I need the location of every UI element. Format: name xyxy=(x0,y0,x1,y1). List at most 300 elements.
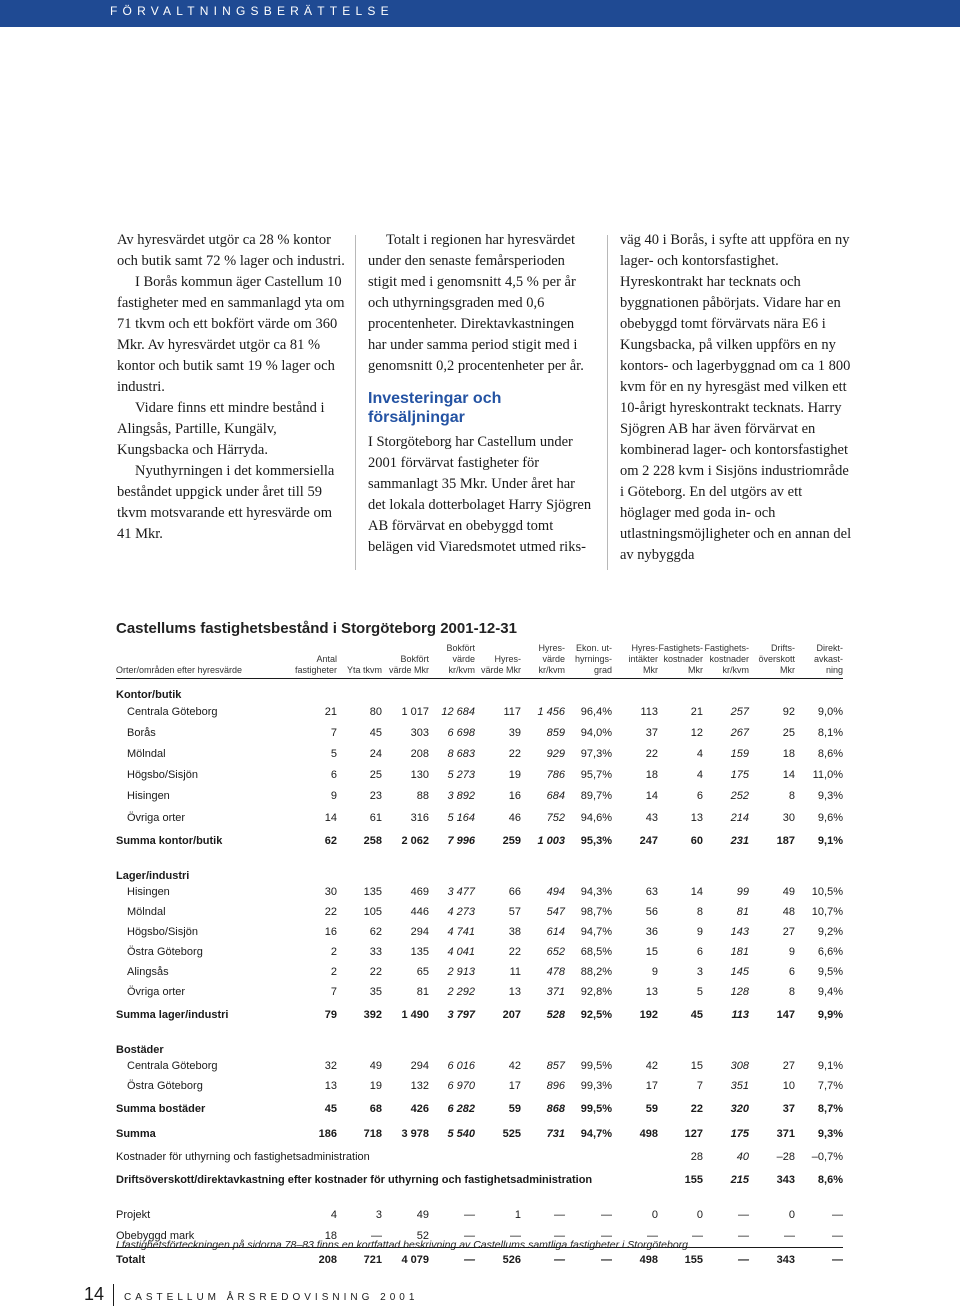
table-cell: 718 xyxy=(363,1127,382,1140)
paragraph: I Storgöteborg har Castellum under 2001 förvärvat fastigheter för sammanlagt 35 Mkr. Under året har det lokala dotterbolaget Harry Sjögren AB förvärvat en obebyggd tomt belägen vid Viaredsmotet utmed riks- xyxy=(368,434,592,555)
table-cell: 45 xyxy=(324,1102,337,1115)
table-cell: — xyxy=(554,1208,565,1221)
table-cell: 498 xyxy=(639,1127,658,1140)
table-cell: 4 xyxy=(330,1208,337,1221)
row-label: Alingsås xyxy=(127,966,169,979)
table-cell: 22 xyxy=(324,906,337,919)
column-header: Hyres- värde Mkr xyxy=(475,643,521,679)
table-cell: 9,3% xyxy=(817,790,843,803)
table-cell: 303 xyxy=(410,726,429,739)
table-cell: 18 xyxy=(275,1226,337,1248)
table-cell: 721 xyxy=(363,1254,382,1267)
table-row xyxy=(116,1204,843,1225)
table-cell: 259 xyxy=(502,834,521,847)
table-cell: 208 xyxy=(318,1254,337,1267)
table-cell: — xyxy=(337,1226,382,1248)
row-label: Östra Göteborg xyxy=(127,1080,203,1093)
table-cell: 4 xyxy=(696,747,703,760)
paragraph: Nyuthyrningen i det kommersiella beståndet uppgick under året till 59 tkvm motsvarande ett hyresvärde om 41 Mkr. xyxy=(117,463,335,542)
table-cell: 929 xyxy=(546,747,565,760)
paragraph: Totalt i regionen har hyresvärdet under den senaste femårsperioden stigit med i genomsnitt 4,5 % per år och uthyrningsgraden med 0,6 procentenheter. Direktavkastningen har under samma period stigit med i genomsnitt 0,2 procentenheter per år. xyxy=(368,232,584,374)
table-cell: 132 xyxy=(410,1080,429,1093)
paragraph: väg 40 i Borås, i syfte att uppföra en ny lager- och kontorsfastighet. Hyreskontrakt har tecknats och byggnationen påbörjats. Vidare har en obebyggd tomt förvärvats nära E6 i Kungsbacka, på vilken uppförs en ny kontors- och lagerbyggnad om ca 1 800 kvm för en ny hyresgäst med vilken ett 10-årigt hyreskontrakt tecknats. Harry Sjögren AB har även förvärvat en kombinerad lager- och kontorsfastighet om 2 228 kvm i Sisjöns industriområde i Göteborg. En del utgörs av ett höglager med goda in- och utlastningsmöjligheter och en annan del av nybyggda xyxy=(620,232,852,563)
table-cell: 10 xyxy=(782,1080,795,1093)
table-cell: 59 xyxy=(645,1102,658,1115)
table-cell: 752 xyxy=(546,811,565,824)
table-cell: 88 xyxy=(416,790,429,803)
table-cell: 4 041 xyxy=(447,946,475,959)
table-cell: 868 xyxy=(546,1102,565,1115)
table-cell: 8 xyxy=(696,906,703,919)
table-cell: 92 xyxy=(782,705,795,718)
column-header: Bokfört värde Mkr xyxy=(382,643,429,679)
table-cell: 5 xyxy=(696,986,703,999)
table-cell: 11,0% xyxy=(812,769,843,782)
table-cell: 614 xyxy=(546,926,565,939)
table-cell: 525 xyxy=(502,1127,521,1140)
subtotal-row xyxy=(116,1002,843,1027)
table-cell: 52 xyxy=(382,1226,429,1248)
row-label: Summa kontor/butik xyxy=(116,834,223,847)
table-cell: 46 xyxy=(508,811,521,824)
column-header: Fastighets- kostnader kr/kvm xyxy=(703,643,749,679)
table-cell: — xyxy=(749,1226,795,1248)
table-row xyxy=(116,701,843,722)
table-cell: 62 xyxy=(324,834,337,847)
table-cell: — xyxy=(612,1226,658,1248)
column-header: Hyres- värde kr/kvm xyxy=(521,643,565,679)
table-cell: 351 xyxy=(730,1080,749,1093)
table-cell: 23 xyxy=(369,790,382,803)
table-cell: 215 xyxy=(730,1173,749,1186)
table-cell: 426 xyxy=(410,1102,429,1115)
row-label: Totalt xyxy=(116,1254,146,1267)
section-heading-row xyxy=(116,865,843,882)
table-cell: 12 684 xyxy=(441,705,475,718)
table-row xyxy=(116,807,843,828)
table-cell: 1 456 xyxy=(537,705,565,718)
table-cell: 22 xyxy=(645,747,658,760)
footer-divider xyxy=(113,1284,114,1306)
table-cell: 66 xyxy=(508,886,521,899)
publication-title: CASTELLUM ÅRSREDOVISNING 2001 xyxy=(124,1292,419,1303)
table-cell: 9,1% xyxy=(817,834,843,847)
table-cell: 97,3% xyxy=(580,747,612,760)
table-cell: 5 164 xyxy=(447,811,475,824)
table-cell: 30 xyxy=(782,811,795,824)
column-header: Fastighets- kostnader Mkr xyxy=(658,643,703,679)
table-cell: 32 xyxy=(324,1060,337,1073)
table-row xyxy=(116,1076,843,1096)
table-cell: 371 xyxy=(776,1127,795,1140)
table-cell: 94,6% xyxy=(580,811,612,824)
table-row xyxy=(116,882,843,902)
table-cell: 88,2% xyxy=(580,966,612,979)
table-cell: 207 xyxy=(502,1008,521,1021)
table-cell: 14 xyxy=(324,811,337,824)
column-header: Ekon. ut- hyrnings- grad xyxy=(565,643,612,679)
table-cell: — xyxy=(738,1208,749,1221)
table-cell: 494 xyxy=(546,886,565,899)
table-row xyxy=(116,902,843,922)
table-cell: 5 273 xyxy=(447,769,475,782)
table-row xyxy=(116,1056,843,1076)
table-cell: 81 xyxy=(416,986,429,999)
table-cell: 40 xyxy=(736,1150,749,1163)
table-cell: 13 xyxy=(645,986,658,999)
table-cell: 37 xyxy=(645,726,658,739)
table-cell: 7 xyxy=(330,986,337,999)
table-cell: 9 xyxy=(651,966,658,979)
table-cell: 526 xyxy=(502,1254,521,1267)
table-cell: 4 079 xyxy=(401,1254,429,1267)
table-cell: 371 xyxy=(546,986,565,999)
table-cell: 1 490 xyxy=(401,1008,429,1021)
table-cell: 343 xyxy=(776,1254,795,1267)
table-cell: 14 xyxy=(645,790,658,803)
table-cell: 79 xyxy=(324,1008,337,1021)
table-cell: 38 xyxy=(508,926,521,939)
row-label: Driftsöverskott/direktavkastning efter kostnader för uthyrning och fastighetsadministration xyxy=(116,1173,593,1186)
total-row xyxy=(116,1121,843,1146)
row-label: Obebyggd mark xyxy=(116,1226,275,1248)
table-cell: 81 xyxy=(736,906,749,919)
table-cell: — xyxy=(429,1226,475,1248)
table-cell: 9,0% xyxy=(817,705,843,718)
grand-total-row xyxy=(116,1247,843,1273)
table-cell: 130 xyxy=(410,769,429,782)
column-header: Hyres- intäkter Mkr xyxy=(612,643,658,679)
table-cell: 14 xyxy=(690,886,703,899)
table-cell: 8 xyxy=(788,790,795,803)
table-row xyxy=(116,722,843,743)
table-cell: 3 797 xyxy=(447,1008,475,1021)
table-cell: 896 xyxy=(546,1080,565,1093)
table-cell: –0,7% xyxy=(811,1150,843,1163)
table-cell: 208 xyxy=(410,747,429,760)
table-cell: 9,1% xyxy=(817,1060,843,1073)
table-cell: 8,1% xyxy=(817,726,843,739)
paragraph: I Borås kommun äger Castellum 10 fastigheter med en sammanlagd yta om 71 tkvm och ett bokfört värde om 360 Mkr. Av hyresvärdet utgör ca 81 % kontor och butik samt 19 % lager och industri. xyxy=(117,274,345,395)
table-cell: 22 xyxy=(508,946,521,959)
row-label: Mölndal xyxy=(127,747,166,760)
table-cell: 857 xyxy=(546,1060,565,1073)
section-heading: Investeringar och försäljningar xyxy=(368,390,502,426)
table-cell: 9,9% xyxy=(817,1008,843,1021)
table-cell: 392 xyxy=(363,1008,382,1021)
table-cell: 6 970 xyxy=(447,1080,475,1093)
table-cell: 3 477 xyxy=(447,886,475,899)
row-label: Hisingen xyxy=(127,790,170,803)
table-cell: 19 xyxy=(508,769,521,782)
table-cell: 39 xyxy=(508,726,521,739)
table-cell: 1 017 xyxy=(401,705,429,718)
table-cell: 6 282 xyxy=(447,1102,475,1115)
column-divider xyxy=(355,235,356,570)
table-cell: 4 273 xyxy=(447,906,475,919)
table-cell: — xyxy=(832,1254,843,1267)
section-header-bar xyxy=(0,0,960,27)
table-cell: 6 xyxy=(788,966,795,979)
table-cell: 147 xyxy=(776,1008,795,1021)
table-cell: 469 xyxy=(410,886,429,899)
table-cell: 1 003 xyxy=(537,834,565,847)
table-cell: — xyxy=(601,1254,612,1267)
table-cell: 42 xyxy=(508,1060,521,1073)
table-cell: 9,5% xyxy=(817,966,843,979)
table-cell: 155 xyxy=(684,1173,703,1186)
table-cell: 8,6% xyxy=(817,1173,843,1186)
table-cell: 94,7% xyxy=(580,1127,612,1140)
table-cell: 258 xyxy=(363,834,382,847)
text-column-2 xyxy=(368,230,594,558)
table-cell: 17 xyxy=(645,1080,658,1093)
table-cell: 155 xyxy=(684,1254,703,1267)
section-heading-row xyxy=(116,1039,843,1056)
row-label: Projekt xyxy=(116,1208,151,1221)
table-cell: 3 978 xyxy=(401,1127,429,1140)
table-row xyxy=(116,743,843,764)
table-cell: 25 xyxy=(369,769,382,782)
table-cell: 6 xyxy=(330,769,337,782)
table-cell: 95,3% xyxy=(580,834,612,847)
table-cell: 99,5% xyxy=(580,1060,612,1073)
table-cell: 96,4% xyxy=(580,705,612,718)
table-cell: 4 xyxy=(696,769,703,782)
table-cell: 14 xyxy=(782,769,795,782)
section-title: FÖRVALTNINGSBERÄTTELSE xyxy=(110,4,394,18)
table-cell: 3 xyxy=(696,966,703,979)
table-cell: 9,2% xyxy=(817,926,843,939)
table-cell: 135 xyxy=(363,886,382,899)
table-cell: 45 xyxy=(369,726,382,739)
table-cell: 59 xyxy=(508,1102,521,1115)
table-cell: 5 540 xyxy=(447,1127,475,1140)
table-cell: — xyxy=(795,1226,843,1248)
table-cell: 187 xyxy=(776,834,795,847)
table-cell: 11 xyxy=(509,966,521,979)
table-cell: 159 xyxy=(730,747,749,760)
table-cell: 36 xyxy=(645,926,658,939)
table-cell: 0 xyxy=(696,1208,703,1221)
table-row xyxy=(116,786,843,807)
row-label: Övriga orter xyxy=(127,986,186,999)
table-cell: 117 xyxy=(503,705,521,718)
row-label: Högsbo/Sisjön xyxy=(127,769,198,782)
table-cell: 99,5% xyxy=(580,1102,612,1115)
table-cell: 12 xyxy=(690,726,703,739)
row-label: Borås xyxy=(127,726,156,739)
spacer-row xyxy=(116,1192,843,1204)
table-title: Castellums fastighetsbestånd i Storgöteborg 2001-12-31 xyxy=(116,620,517,637)
text-column-3 xyxy=(620,230,852,566)
table-cell: 247 xyxy=(639,834,658,847)
table-cell: 6 xyxy=(696,790,703,803)
table-cell: 9 xyxy=(788,946,795,959)
table-cell: 17 xyxy=(508,1080,521,1093)
table-cell: 94,3% xyxy=(580,886,612,899)
subtotal-row xyxy=(116,828,843,853)
table-row xyxy=(116,962,843,982)
paragraph: Vidare finns ett mindre bestånd i Alingsås, Partille, Kungälv, Kungsbacka och Härryda. xyxy=(117,400,325,458)
table-cell: 99,3% xyxy=(580,1080,612,1093)
spacer xyxy=(116,1192,843,1204)
table-cell: 528 xyxy=(546,1008,565,1021)
table-cell: 2 913 xyxy=(447,966,475,979)
table-cell: 10,5% xyxy=(811,886,843,899)
cost-row xyxy=(116,1146,843,1167)
table-body xyxy=(116,679,843,1273)
table-cell: 6 016 xyxy=(447,1060,475,1073)
spacer-row xyxy=(116,1027,843,1039)
column-header: Antal fastigheter xyxy=(275,643,337,679)
table-cell: 145 xyxy=(730,966,749,979)
table-cell: 48 xyxy=(782,906,795,919)
table-cell: 6 xyxy=(696,946,703,959)
column-header: Bokfört värde kr/kvm xyxy=(429,643,475,679)
table-cell: 9,6% xyxy=(817,811,843,824)
table-cell: 128 xyxy=(730,986,749,999)
table-cell: — xyxy=(601,1208,612,1221)
table-cell: 7,7% xyxy=(817,1080,843,1093)
table-cell: 135 xyxy=(410,946,429,959)
table-cell: 45 xyxy=(690,1008,703,1021)
table-cell: 13 xyxy=(324,1080,337,1093)
table-cell: 143 xyxy=(730,926,749,939)
table-cell: 65 xyxy=(416,966,429,979)
table-cell: 105 xyxy=(363,906,382,919)
table-cell: 0 xyxy=(651,1208,658,1221)
table-cell: 13 xyxy=(508,986,521,999)
paragraph: Av hyresvärdet utgör ca 28 % kontor och butik samt 72 % lager och industri. xyxy=(117,232,345,269)
page-number: 14 xyxy=(84,1284,105,1304)
spacer xyxy=(116,853,843,865)
spacer xyxy=(116,1027,843,1039)
table-cell: — xyxy=(832,1208,843,1221)
table-cell: 19 xyxy=(369,1080,382,1093)
table-cell: — xyxy=(464,1208,475,1221)
table-cell: 27 xyxy=(782,1060,795,1073)
table-cell: 15 xyxy=(690,1060,703,1073)
table-cell: 498 xyxy=(639,1254,658,1267)
table-cell: 684 xyxy=(546,790,565,803)
section-heading: Lager/industri xyxy=(116,870,190,883)
footnote: I fastighetsförteckningen på sidorna 78–83 finns en kortfattad beskrivning av Castellums samtliga fastigheter i Storgöteborg. xyxy=(116,1239,691,1251)
table-cell: 80 xyxy=(369,705,382,718)
table-cell: 175 xyxy=(730,1127,749,1140)
table-cell: — xyxy=(554,1254,565,1267)
property-table xyxy=(116,643,843,1273)
table-cell: 6 698 xyxy=(447,726,475,739)
table-cell: 652 xyxy=(546,946,565,959)
text-column-1 xyxy=(117,230,345,545)
section-heading: Kontor/butik xyxy=(116,689,182,701)
section-heading: Bostäder xyxy=(116,1044,164,1057)
table-cell: 21 xyxy=(690,705,703,718)
table-cell: 1 xyxy=(514,1208,521,1221)
table-cell: 127 xyxy=(684,1127,703,1140)
table-cell: 9 xyxy=(330,790,337,803)
table-cell: 294 xyxy=(410,926,429,939)
table-cell: 22 xyxy=(508,747,521,760)
table-cell: 28 xyxy=(690,1150,703,1163)
table-cell: 16 xyxy=(508,790,521,803)
table-cell: 8 xyxy=(788,986,795,999)
table-cell: 62 xyxy=(369,926,382,939)
table-cell: 92,8% xyxy=(580,986,612,999)
table-cell: 0 xyxy=(788,1208,795,1221)
table-cell: — xyxy=(521,1226,565,1248)
table-cell: 4 741 xyxy=(447,926,475,939)
table-cell: — xyxy=(703,1226,749,1248)
net-operating-row xyxy=(116,1167,843,1192)
table-cell: 8 683 xyxy=(447,747,475,760)
column-header: Drifts- överskott Mkr xyxy=(749,643,795,679)
table-cell: 7 996 xyxy=(447,834,475,847)
table-cell: 56 xyxy=(645,906,658,919)
table-cell: 60 xyxy=(690,834,703,847)
table-cell: 95,7% xyxy=(580,769,612,782)
table-cell: — xyxy=(738,1254,749,1267)
table-cell: 16 xyxy=(324,926,337,939)
column-header: Direkt- avkast- ning xyxy=(795,643,843,679)
table-row xyxy=(116,942,843,962)
table-cell: 27 xyxy=(782,926,795,939)
table-cell: 22 xyxy=(690,1102,703,1115)
table-cell: 42 xyxy=(645,1060,658,1073)
table-cell: 446 xyxy=(410,906,429,919)
table-cell: 7 xyxy=(330,726,337,739)
table-cell: 2 xyxy=(330,946,337,959)
table-cell: 10,7% xyxy=(811,906,843,919)
table-cell: 22 xyxy=(369,966,382,979)
table-cell: 35 xyxy=(369,986,382,999)
table-cell: 15 xyxy=(645,946,658,959)
row-label: Hisingen xyxy=(127,886,170,899)
table-cell: 49 xyxy=(782,886,795,899)
table-cell: 343 xyxy=(776,1173,795,1186)
table-cell: 57 xyxy=(508,906,521,919)
table-cell: 18 xyxy=(782,747,795,760)
table-cell: 3 xyxy=(375,1208,382,1221)
table-row xyxy=(116,765,843,786)
table-cell: 113 xyxy=(731,1008,749,1021)
table-cell: 63 xyxy=(645,886,658,899)
table-cell: 547 xyxy=(546,906,565,919)
table-cell: –28 xyxy=(776,1150,795,1163)
row-label: Centrala Göteborg xyxy=(127,705,218,718)
table-cell: 13 xyxy=(690,811,703,824)
table-cell: 308 xyxy=(730,1060,749,1073)
table-cell: 2 292 xyxy=(447,986,475,999)
table-row xyxy=(116,982,843,1002)
row-label: Östra Göteborg xyxy=(127,946,203,959)
table-cell: 94,0% xyxy=(580,726,612,739)
table-cell: 49 xyxy=(416,1208,429,1221)
table-cell: 43 xyxy=(645,811,658,824)
table-cell: 9,3% xyxy=(817,1127,843,1140)
table-cell: 30 xyxy=(324,886,337,899)
table-cell: 8,7% xyxy=(817,1102,843,1115)
section-heading-row xyxy=(116,679,843,702)
table-cell: 49 xyxy=(369,1060,382,1073)
table-cell: 98,7% xyxy=(580,906,612,919)
table-cell: 89,7% xyxy=(580,790,612,803)
table-cell: — xyxy=(475,1226,521,1248)
row-label: Kostnader för uthyrning och fastighetsadministration xyxy=(116,1150,370,1163)
table-cell: 2 062 xyxy=(401,834,429,847)
table-cell: 478 xyxy=(546,966,565,979)
